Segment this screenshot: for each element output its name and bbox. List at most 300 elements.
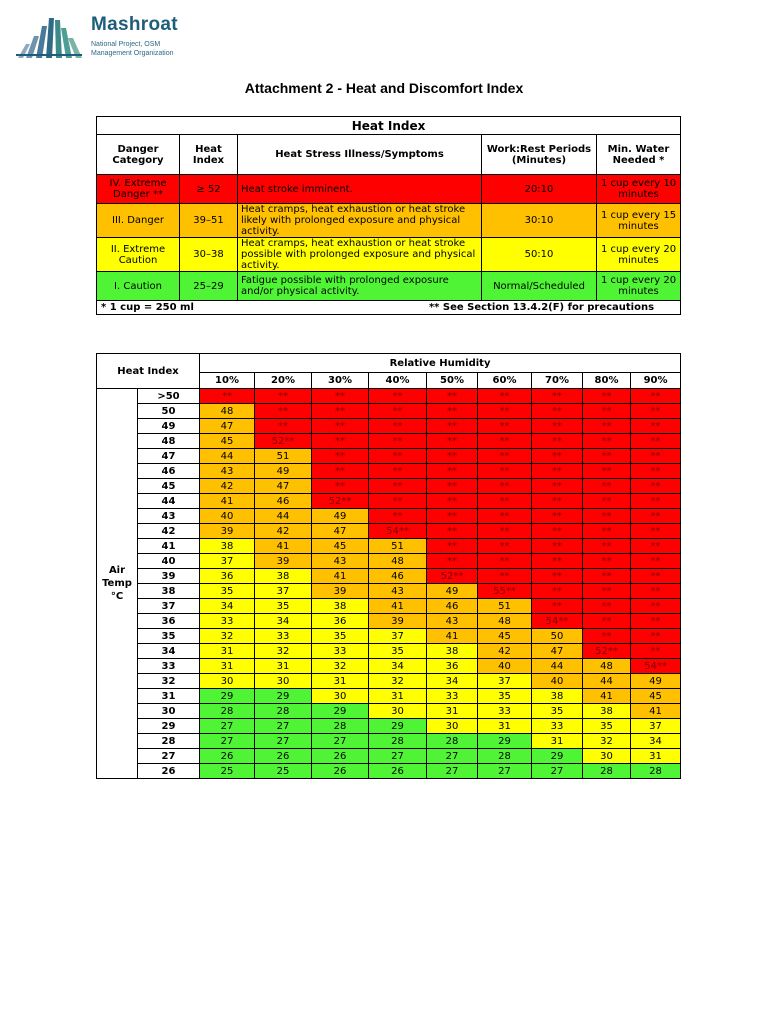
heat-index-value-cell: 37 xyxy=(255,584,312,599)
heat-index-value-cell: ** xyxy=(255,419,312,434)
heat-index-value-cell: 45 xyxy=(631,689,681,704)
heat-index-value-cell: 49 xyxy=(312,509,369,524)
heat-index-value-cell: ** xyxy=(532,464,583,479)
heat-index-value-cell: 33 xyxy=(427,689,478,704)
heat-index-value-cell: ** xyxy=(478,494,532,509)
heat-index-value-cell: ** xyxy=(583,569,631,584)
heat-index-value-cell: ** xyxy=(532,569,583,584)
heat-index-cell: ≥ 52 xyxy=(180,175,238,204)
heat-index-value-cell: 37 xyxy=(631,719,681,734)
air-temp-cell: 46 xyxy=(138,464,200,479)
table-row xyxy=(97,238,681,272)
heat-index-value-cell: 38 xyxy=(532,689,583,704)
heat-index-value-cell: ** xyxy=(427,539,478,554)
heat-index-value-cell: ** xyxy=(369,404,427,419)
heat-index-value-cell: ** xyxy=(369,494,427,509)
mashroat-logo-icon xyxy=(14,14,84,60)
heat-index-value-cell: 31 xyxy=(200,644,255,659)
heat-index-value-cell: 27 xyxy=(255,734,312,749)
heat-index-value-cell: ** xyxy=(478,524,532,539)
air-temp-cell: 30 xyxy=(138,704,200,719)
heat-index-value-cell: ** xyxy=(631,464,681,479)
heat-index-value-cell: 34 xyxy=(369,659,427,674)
column-header: Heat Stress Illness/Symptoms xyxy=(238,135,482,175)
air-temp-label-line: Temp xyxy=(102,578,132,589)
heat-index-value-cell: ** xyxy=(532,449,583,464)
heat-index-value-cell: 50 xyxy=(532,629,583,644)
heat-index-value-cell: 41 xyxy=(200,494,255,509)
heat-index-value-cell: 37 xyxy=(478,674,532,689)
heat-index-value-cell: ** xyxy=(532,419,583,434)
table-row xyxy=(97,524,681,539)
air-temp-cell: 29 xyxy=(138,719,200,734)
heat-index-value-cell: ** xyxy=(427,509,478,524)
heat-index-value-cell: 42 xyxy=(200,479,255,494)
heat-index-value-cell: ** xyxy=(631,569,681,584)
table-row xyxy=(97,689,681,704)
heat-index-value-cell: 32 xyxy=(583,734,631,749)
column-header: Heat Index xyxy=(180,135,238,175)
table-row xyxy=(97,389,681,404)
air-temp-cell: 36 xyxy=(138,614,200,629)
air-temp-cell: 45 xyxy=(138,479,200,494)
heat-index-value-cell: 34 xyxy=(427,674,478,689)
heat-index-value-cell: ** xyxy=(532,599,583,614)
org-name: Mashroat xyxy=(91,14,178,35)
heat-index-value-cell: ** xyxy=(478,449,532,464)
heat-index-value-cell: ** xyxy=(583,554,631,569)
heat-index-value-cell: 31 xyxy=(369,689,427,704)
heat-index-value-cell: 36 xyxy=(312,614,369,629)
table-row xyxy=(97,204,681,238)
heat-index-value-cell: 49 xyxy=(631,674,681,689)
heat-index-value-cell: 32 xyxy=(312,659,369,674)
table-row xyxy=(97,599,681,614)
heat-index-value-cell: 39 xyxy=(369,614,427,629)
heat-index-value-cell: ** xyxy=(369,479,427,494)
heat-index-value-cell: 27 xyxy=(200,719,255,734)
humidity-header: 50% xyxy=(427,373,478,389)
air-temp-cell: 26 xyxy=(138,764,200,779)
heat-index-value-cell: ** xyxy=(478,509,532,524)
table-row xyxy=(97,674,681,689)
heat-index-value-cell: ** xyxy=(631,449,681,464)
heat-index-value-cell: ** xyxy=(631,419,681,434)
table-row xyxy=(97,569,681,584)
air-temp-label-line: °C xyxy=(110,591,124,602)
heat-index-value-cell: ** xyxy=(631,494,681,509)
danger-category-cell: II. Extreme Caution xyxy=(97,238,180,272)
heat-index-value-cell: 45 xyxy=(478,629,532,644)
water-needed-cell: 1 cup every 15 minutes xyxy=(597,204,681,238)
heat-index-value-cell: 39 xyxy=(200,524,255,539)
org-subtitle-line2: Management Organization xyxy=(91,50,174,57)
heat-index-value-cell: 28 xyxy=(427,734,478,749)
heat-index-value-cell: ** xyxy=(427,389,478,404)
heat-index-value-cell: ** xyxy=(583,389,631,404)
air-temp-cell: 33 xyxy=(138,659,200,674)
heat-index-value-cell: 52** xyxy=(312,494,369,509)
heat-index-value-cell: 44 xyxy=(255,509,312,524)
heat-index-value-cell: 52** xyxy=(427,569,478,584)
heat-index-value-cell: 29 xyxy=(478,734,532,749)
heat-index-value-cell: ** xyxy=(583,509,631,524)
heat-index-value-cell: ** xyxy=(478,569,532,584)
heat-index-value-cell: ** xyxy=(631,479,681,494)
heat-index-value-cell: 30 xyxy=(200,674,255,689)
heat-index-value-cell: ** xyxy=(532,479,583,494)
heat-index-value-cell: ** xyxy=(369,389,427,404)
heat-index-value-cell: 28 xyxy=(312,719,369,734)
heat-index-value-cell: ** xyxy=(631,389,681,404)
table-row xyxy=(97,419,681,434)
humidity-header: 70% xyxy=(532,373,583,389)
heat-index-value-cell: 41 xyxy=(427,629,478,644)
heat-index-value-cell: ** xyxy=(478,404,532,419)
heat-index-value-cell: 34 xyxy=(631,734,681,749)
footnote-cup: * 1 cup = 250 ml xyxy=(101,302,194,313)
heat-index-value-cell: 54** xyxy=(631,659,681,674)
heat-index-value-cell: ** xyxy=(312,419,369,434)
heat-index-value-cell: 37 xyxy=(369,629,427,644)
air-temp-cell: 34 xyxy=(138,644,200,659)
table-row xyxy=(97,764,681,779)
heat-index-value-cell: 54** xyxy=(369,524,427,539)
heat-index-value-cell: ** xyxy=(532,524,583,539)
heat-index-value-cell: ** xyxy=(631,434,681,449)
heat-index-value-cell: 37 xyxy=(200,554,255,569)
heat-index-value-cell: 40 xyxy=(200,509,255,524)
heat-index-value-cell: 42 xyxy=(255,524,312,539)
heat-index-value-cell: 49 xyxy=(427,584,478,599)
heat-index-value-cell: 39 xyxy=(255,554,312,569)
table-row xyxy=(97,644,681,659)
heat-index-value-cell: 51 xyxy=(255,449,312,464)
heat-index-value-cell: 46 xyxy=(255,494,312,509)
heat-index-value-cell: 48 xyxy=(478,614,532,629)
air-temp-cell: 40 xyxy=(138,554,200,569)
heat-index-value-cell: 29 xyxy=(369,719,427,734)
heat-index-value-cell: 48 xyxy=(369,554,427,569)
table-row xyxy=(97,614,681,629)
heat-index-value-cell: 30 xyxy=(583,749,631,764)
heat-index-value-cell: 51 xyxy=(478,599,532,614)
heat-index-value-cell: ** xyxy=(312,434,369,449)
danger-category-cell: IV. Extreme Danger ** xyxy=(97,175,180,204)
heat-index-value-cell: 28 xyxy=(200,704,255,719)
work-rest-cell: Normal/Scheduled xyxy=(482,272,597,301)
heat-index-value-cell: 47 xyxy=(312,524,369,539)
heat-index-value-cell: ** xyxy=(631,554,681,569)
heat-index-value-cell: 28 xyxy=(631,764,681,779)
humidity-header: 90% xyxy=(631,373,681,389)
heat-index-value-cell: 31 xyxy=(631,749,681,764)
danger-category-cell: III. Danger xyxy=(97,204,180,238)
table-row xyxy=(97,404,681,419)
heat-index-value-cell: ** xyxy=(583,614,631,629)
heat-index-value-cell: ** xyxy=(583,464,631,479)
table-row xyxy=(97,659,681,674)
heat-index-value-cell: 32 xyxy=(200,629,255,644)
air-temp-cell: 37 xyxy=(138,599,200,614)
heat-index-value-cell: 44 xyxy=(532,659,583,674)
air-temp-cell: 41 xyxy=(138,539,200,554)
heat-index-value-cell: ** xyxy=(583,449,631,464)
table-row xyxy=(97,434,681,449)
heat-index-value-cell: ** xyxy=(583,419,631,434)
table-row xyxy=(97,479,681,494)
heat-index-value-cell: 30 xyxy=(312,689,369,704)
heat-index-value-cell: ** xyxy=(631,539,681,554)
heat-index-value-cell: 38 xyxy=(312,599,369,614)
heat-index-value-cell: 27 xyxy=(478,764,532,779)
table-row xyxy=(97,175,681,204)
heat-index-value-cell: ** xyxy=(312,449,369,464)
heat-index-value-cell: 27 xyxy=(312,734,369,749)
heat-index-value-cell: 27 xyxy=(427,749,478,764)
corner-label: Heat Index xyxy=(97,354,200,389)
heat-index-value-cell: ** xyxy=(631,614,681,629)
heat-index-value-cell: 25 xyxy=(255,764,312,779)
air-temp-cell: 50 xyxy=(138,404,200,419)
heat-index-value-cell: 51 xyxy=(369,539,427,554)
heat-index-value-cell: 28 xyxy=(369,734,427,749)
table-row xyxy=(97,704,681,719)
heat-index-value-cell: 28 xyxy=(255,704,312,719)
heat-index-value-cell: ** xyxy=(478,464,532,479)
heat-index-value-cell: 31 xyxy=(312,674,369,689)
heat-index-value-cell: 27 xyxy=(369,749,427,764)
heat-index-value-cell: 29 xyxy=(532,749,583,764)
heat-index-value-cell: ** xyxy=(583,599,631,614)
heat-index-value-cell: 27 xyxy=(200,734,255,749)
water-needed-cell: 1 cup every 10 minutes xyxy=(597,175,681,204)
heat-index-value-cell: 36 xyxy=(427,659,478,674)
heat-index-value-cell: ** xyxy=(631,629,681,644)
heat-index-value-cell: 35 xyxy=(200,584,255,599)
heat-index-value-cell: 33 xyxy=(255,629,312,644)
air-temp-cell: 39 xyxy=(138,569,200,584)
heat-index-cell: 25–29 xyxy=(180,272,238,301)
heat-index-value-cell: ** xyxy=(532,389,583,404)
heat-index-value-cell: ** xyxy=(478,554,532,569)
heat-index-value-cell: 32 xyxy=(369,674,427,689)
heat-index-value-cell: ** xyxy=(312,389,369,404)
symptoms-cell: Fatigue possible with prolonged exposure and/or physical activity. xyxy=(238,272,482,301)
heat-index-value-cell: 33 xyxy=(200,614,255,629)
heat-index-value-cell: 47 xyxy=(255,479,312,494)
heat-index-value-cell: 41 xyxy=(312,569,369,584)
heat-index-value-cell: 35 xyxy=(255,599,312,614)
heat-index-value-cell: 35 xyxy=(312,629,369,644)
heat-index-value-cell: ** xyxy=(532,509,583,524)
table-row xyxy=(97,749,681,764)
heat-index-value-cell: 40 xyxy=(478,659,532,674)
humidity-header: 80% xyxy=(583,373,631,389)
heat-index-value-cell: ** xyxy=(312,464,369,479)
heat-index-value-cell: ** xyxy=(631,644,681,659)
danger-category-cell: I. Caution xyxy=(97,272,180,301)
organization-logo xyxy=(14,12,204,64)
air-temp-cell: 27 xyxy=(138,749,200,764)
heat-index-value-cell: 26 xyxy=(200,749,255,764)
heat-index-value-cell: ** xyxy=(478,389,532,404)
relative-humidity-title: Relative Humidity xyxy=(200,354,681,373)
heat-index-value-cell: 44 xyxy=(583,674,631,689)
heat-index-value-cell: 26 xyxy=(369,764,427,779)
heat-index-value-cell: 35 xyxy=(478,689,532,704)
heat-index-value-cell: ** xyxy=(532,434,583,449)
work-rest-cell: 50:10 xyxy=(482,238,597,272)
air-temp-cell: 28 xyxy=(138,734,200,749)
table-row xyxy=(97,494,681,509)
water-needed-cell: 1 cup every 20 minutes xyxy=(597,272,681,301)
heat-index-value-cell: ** xyxy=(427,449,478,464)
table-row xyxy=(97,584,681,599)
heat-index-value-cell: 46 xyxy=(427,599,478,614)
heat-index-value-cell: 27 xyxy=(532,764,583,779)
heat-index-value-cell: 38 xyxy=(583,704,631,719)
table-row xyxy=(97,734,681,749)
heat-index-value-cell: 38 xyxy=(255,569,312,584)
air-temp-cell: 38 xyxy=(138,584,200,599)
air-temp-cell: >50 xyxy=(138,389,200,404)
heat-index-value-cell: ** xyxy=(631,599,681,614)
air-temp-label xyxy=(97,389,138,779)
table-row xyxy=(97,719,681,734)
heat-index-value-cell: 30 xyxy=(255,674,312,689)
document-title: Attachment 2 - Heat and Discomfort Index xyxy=(244,80,524,96)
heat-index-value-cell: ** xyxy=(312,404,369,419)
column-header: Danger Category xyxy=(97,135,180,175)
heat-index-value-cell: ** xyxy=(583,404,631,419)
column-header: Work:Rest Periods (Minutes) xyxy=(482,135,597,175)
footnote-section: ** See Section 13.4.2(F) for precautions xyxy=(428,302,655,313)
heat-index-value-cell: 33 xyxy=(532,719,583,734)
heat-index-value-cell: 46 xyxy=(369,569,427,584)
table-row xyxy=(97,509,681,524)
work-rest-cell: 20:10 xyxy=(482,175,597,204)
heat-index-value-cell: 25 xyxy=(200,764,255,779)
heat-index-value-cell: 29 xyxy=(312,704,369,719)
heat-index-value-cell: ** xyxy=(583,479,631,494)
heat-index-value-cell: 38 xyxy=(200,539,255,554)
heat-index-value-cell: 39 xyxy=(312,584,369,599)
heat-index-value-cell: ** xyxy=(312,479,369,494)
heat-index-value-cell: ** xyxy=(478,419,532,434)
air-temp-cell: 42 xyxy=(138,524,200,539)
heat-index-value-cell: ** xyxy=(478,434,532,449)
heat-index-value-cell: ** xyxy=(532,494,583,509)
heat-index-value-cell: 52** xyxy=(255,434,312,449)
heat-index-value-cell: 30 xyxy=(427,719,478,734)
heat-index-value-cell: 48 xyxy=(200,404,255,419)
heat-index-value-cell: 31 xyxy=(427,704,478,719)
heat-index-value-cell: 55** xyxy=(478,584,532,599)
air-temp-label-line: Air xyxy=(108,565,126,576)
heat-index-value-cell: ** xyxy=(427,524,478,539)
heat-index-value-cell: 33 xyxy=(312,644,369,659)
column-header: Min. Water Needed * xyxy=(597,135,681,175)
work-rest-cell: 30:10 xyxy=(482,204,597,238)
air-temp-cell: 43 xyxy=(138,509,200,524)
heat-index-value-cell: 41 xyxy=(583,689,631,704)
heat-index-value-cell: 43 xyxy=(427,614,478,629)
heat-index-value-cell: 35 xyxy=(532,704,583,719)
heat-index-value-cell: 35 xyxy=(369,644,427,659)
heat-index-value-cell: 54** xyxy=(532,614,583,629)
air-temp-cell: 47 xyxy=(138,449,200,464)
heat-index-value-cell: 29 xyxy=(200,689,255,704)
heat-index-value-cell: 31 xyxy=(200,659,255,674)
heat-index-value-cell: 47 xyxy=(200,419,255,434)
humidity-header: 40% xyxy=(369,373,427,389)
heat-index-value-cell: ** xyxy=(427,419,478,434)
heat-index-table xyxy=(96,116,681,315)
heat-index-value-cell: 32 xyxy=(255,644,312,659)
heat-index-value-cell: 26 xyxy=(255,749,312,764)
heat-index-value-cell: ** xyxy=(532,584,583,599)
heat-index-value-cell: ** xyxy=(427,554,478,569)
heat-index-value-cell: ** xyxy=(200,389,255,404)
heat-index-value-cell: 28 xyxy=(583,764,631,779)
heat-index-value-cell: 44 xyxy=(200,449,255,464)
heat-index-value-cell: ** xyxy=(532,539,583,554)
humidity-header: 60% xyxy=(478,373,532,389)
relative-humidity-table xyxy=(96,353,681,779)
org-subtitle-line1: National Project, OSM xyxy=(91,41,161,48)
air-temp-cell: 49 xyxy=(138,419,200,434)
air-temp-cell: 44 xyxy=(138,494,200,509)
heat-index-value-cell: 40 xyxy=(532,674,583,689)
heat-index-value-cell: ** xyxy=(583,494,631,509)
heat-index-value-cell: ** xyxy=(631,509,681,524)
heat-index-value-cell: 31 xyxy=(532,734,583,749)
heat-index-value-cell: 30 xyxy=(369,704,427,719)
heat-index-value-cell: ** xyxy=(478,539,532,554)
heat-index-value-cell: 43 xyxy=(369,584,427,599)
heat-index-value-cell: 45 xyxy=(312,539,369,554)
table-row xyxy=(97,539,681,554)
heat-index-value-cell: 38 xyxy=(427,644,478,659)
heat-index-value-cell: ** xyxy=(369,509,427,524)
heat-index-value-cell: 27 xyxy=(255,719,312,734)
heat-index-value-cell: ** xyxy=(532,554,583,569)
humidity-header: 20% xyxy=(255,373,312,389)
heat-index-value-cell: 52** xyxy=(583,644,631,659)
heat-index-value-cell: 45 xyxy=(200,434,255,449)
heat-index-value-cell: ** xyxy=(255,389,312,404)
heat-index-value-cell: ** xyxy=(369,419,427,434)
heat-index-value-cell: ** xyxy=(583,629,631,644)
heat-index-value-cell: ** xyxy=(427,494,478,509)
heat-index-value-cell: ** xyxy=(583,524,631,539)
heat-index-value-cell: ** xyxy=(427,404,478,419)
heat-index-value-cell: 33 xyxy=(478,704,532,719)
heat-index-value-cell: 29 xyxy=(255,689,312,704)
heat-index-value-cell: 47 xyxy=(532,644,583,659)
heat-index-value-cell: 28 xyxy=(478,749,532,764)
symptoms-cell: Heat cramps, heat exhaustion or heat stroke likely with prolonged exposure and physical activity. xyxy=(238,204,482,238)
humidity-header: 30% xyxy=(312,373,369,389)
heat-index-value-cell: ** xyxy=(583,584,631,599)
heat-index-footnotes xyxy=(97,301,681,315)
heat-index-value-cell: 41 xyxy=(631,704,681,719)
heat-index-value-cell: ** xyxy=(369,449,427,464)
heat-index-value-cell: 41 xyxy=(255,539,312,554)
heat-index-value-cell: 41 xyxy=(369,599,427,614)
air-temp-cell: 32 xyxy=(138,674,200,689)
